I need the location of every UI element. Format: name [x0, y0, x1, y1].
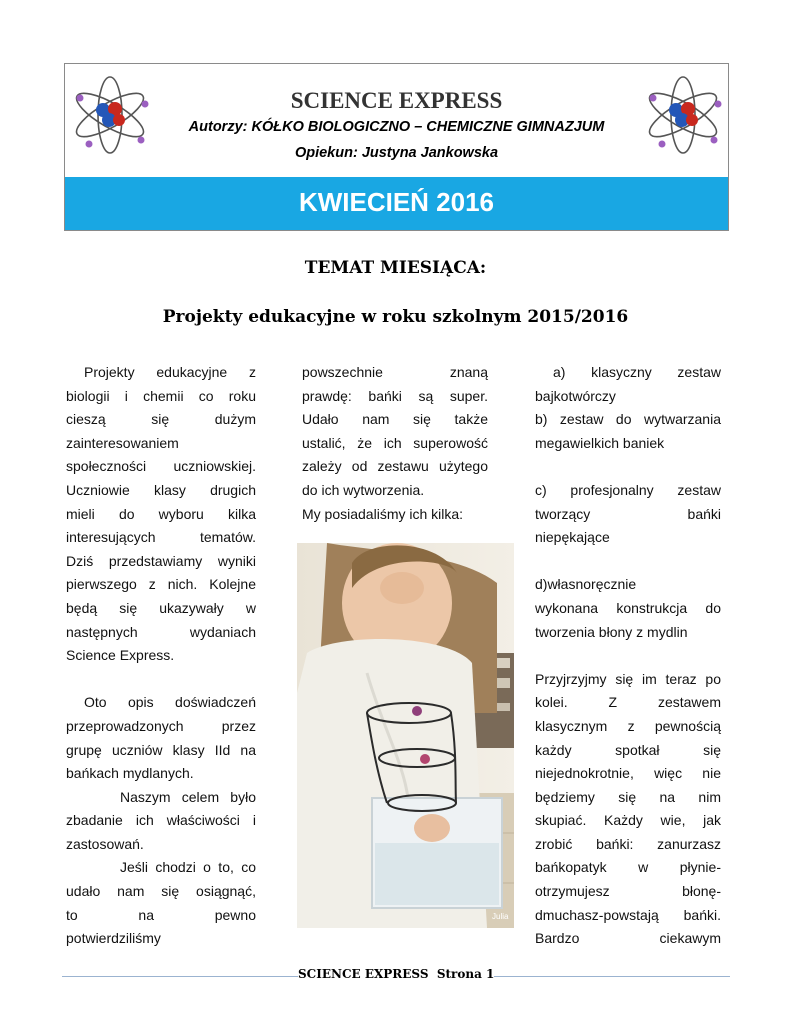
footer-rule-left [62, 976, 298, 977]
text-line: potwierdziliśmy [66, 930, 161, 947]
text-line: Naszym celem było [120, 788, 256, 805]
text-column-1 [66, 361, 256, 951]
text-line: do ich wytworzenia. [302, 481, 425, 498]
text-line: wykonana konstrukcja do [535, 599, 721, 616]
text-line: zastosowań. [66, 835, 144, 852]
bubble-experiment-photo [297, 543, 514, 928]
text-line: cieszą się dużym [66, 411, 256, 428]
masthead [64, 63, 729, 231]
authors-line: Autorzy: KÓŁKO BIOLOGICZNO – CHEMICZNE GIMNAZJUM [188, 119, 605, 135]
text-line: to na pewno [66, 906, 256, 923]
text-line: b) zestaw do wytwarzania [535, 411, 721, 428]
text-line: grupę uczniów klasy IId na [66, 741, 256, 758]
text-line: Przyjrzyjmy się im teraz po [535, 670, 721, 687]
text-line: klasycznym z pewnością [535, 717, 721, 734]
text-line: Bardzo ciekawym [535, 930, 721, 947]
text-line: udało nam się osiągnąć, [66, 883, 256, 900]
text-line: Dziś przedstawiamy wyniki [66, 552, 256, 569]
text-line: każdy spotkał się [535, 741, 721, 758]
text-line: Projekty edukacyjne z [84, 364, 256, 380]
text-line: bańkopatyk w płynie- [535, 859, 721, 876]
text-line: mieli do wyboru kilka [66, 505, 256, 522]
newsletter-title: SCIENCE EXPRESS [290, 88, 503, 113]
text-line: bajkotwórczy [535, 387, 616, 404]
text-line: prawdę: bańki są super. [302, 387, 488, 404]
text-line: będą się ukazywały w [66, 599, 256, 616]
text-line: Science Express. [66, 647, 175, 664]
text-line: będziemy się na nim [535, 788, 721, 805]
atom-icon [69, 74, 151, 156]
text-line: c) profesjonalny zestaw [535, 481, 721, 498]
text-line: zależy od zestawu użytego [302, 458, 488, 475]
text-line: powszechnie znaną [302, 364, 488, 380]
text-line: zainteresowaniem [66, 434, 179, 451]
text-line: kolei. Z zestawem [535, 694, 721, 711]
text-line: Udało nam się także [302, 411, 488, 428]
footer-rule-right [494, 976, 730, 977]
page-footer: SCIENCE EXPRESS Strona 1 [298, 967, 495, 981]
text-line: tworzący bańki [535, 505, 721, 522]
text-line: a) klasyczny zestaw [553, 364, 721, 380]
text-line: biologii i chemii co roku [66, 387, 256, 404]
text-column-2 [302, 361, 488, 526]
text-line: Jeśli chodzi o to, co [120, 859, 256, 876]
text-line: następnych wydaniach [66, 623, 256, 640]
text-line: d)własnoręcznie [535, 576, 637, 593]
supervisor-line: Opiekun: Justyna Jankowska [294, 145, 499, 161]
text-line: społeczności uczniowskiej. [66, 458, 256, 475]
text-line: otrzymujesz błonę- [535, 883, 721, 900]
text-column-3 [535, 361, 721, 951]
text-line: My posiadaliśmy ich kilka: [302, 505, 464, 522]
text-line: dmuchasz-powstają bańki. [535, 906, 721, 923]
topic-heading: TEMAT MIESIĄCA: [304, 258, 487, 278]
text-line: ustalić, że ich superowość [302, 434, 488, 451]
text-line: interesujących tematów. [66, 529, 256, 546]
text-line: zbadanie ich właściwości i [66, 812, 256, 829]
text-line: Uczniowie klasy drugich [66, 481, 256, 498]
text-line: bańkach mydlanych. [66, 765, 194, 782]
text-line: Oto opis doświadczeń [84, 694, 256, 711]
article-subtitle: Projekty edukacyjne w roku szkolnym 2015/2016 [162, 307, 629, 327]
text-line: tworzenia błony z mydlin [535, 623, 688, 640]
text-line: skupiać. Każdy wie, jak [535, 812, 721, 829]
text-line: zrobić bańki: zanurzasz [535, 835, 721, 852]
text-line: przeprowadzonych przez [66, 717, 256, 734]
text-line: pierwszego z nich. Kolejne [66, 576, 256, 593]
text-line: megawielkich baniek [535, 434, 665, 451]
text-line: niepękające [535, 529, 610, 546]
photo-caption: Julia [492, 912, 509, 921]
text-line: niejednokrotnie, więc nie [535, 765, 721, 782]
atom-icon [642, 74, 724, 156]
issue-banner: KWIECIEŃ 2016 [65, 177, 728, 230]
